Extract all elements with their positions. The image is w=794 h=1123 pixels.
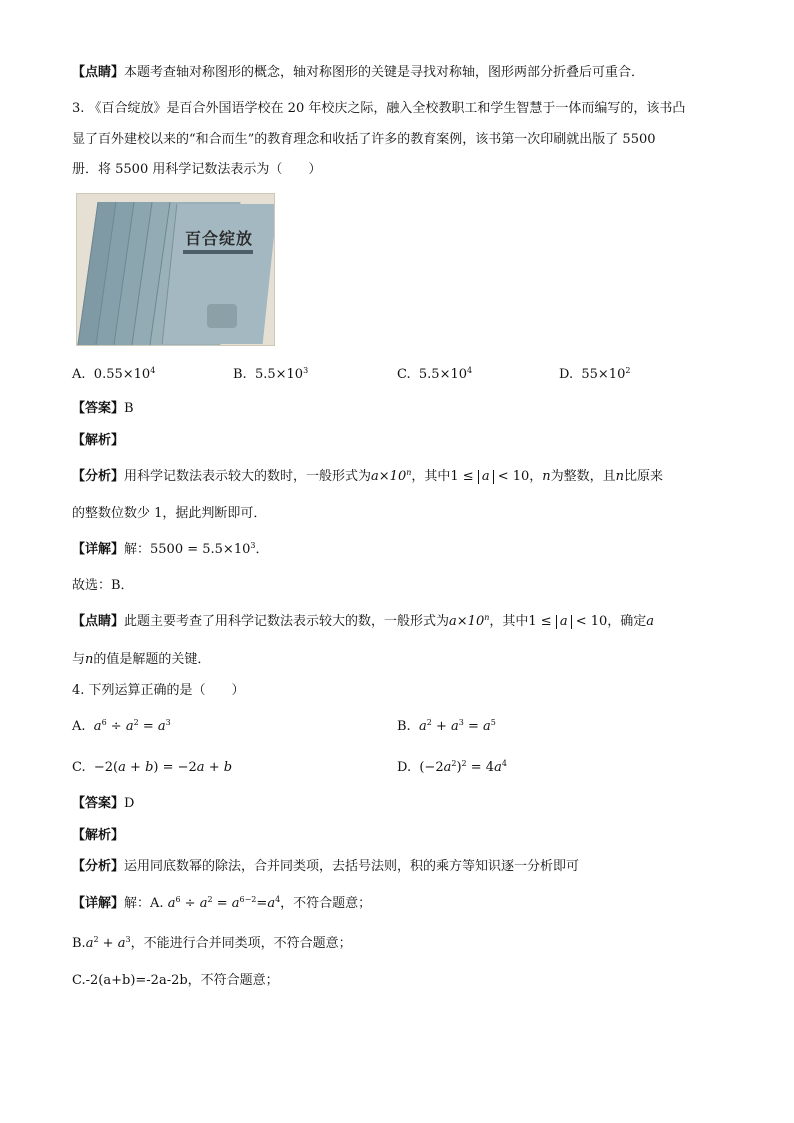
q2-tip	[72, 64, 644, 82]
q4-option-d: D. $(-2a^2)^2 = 4a^4$	[397, 759, 507, 775]
q4-detail-b: $B.a^2 + a^3$，不能进行合并同类项，不符合题意；	[72, 935, 352, 951]
q4-analysis-heading: 【解析】	[72, 828, 125, 843]
q3-choose: 故选：B．	[72, 578, 134, 593]
q3-stem-line2: 显了百外建校以来的“和合而生”的教育理念和收括了许多的教育案例，该书第一次印刷就出版了 5500	[72, 132, 656, 147]
q3-tip: 【点睛】此题主要考查了用科学记数法表示较大的数，一般形式为$a\times 10^n$，其中1 ≤ a < 10，确定a	[72, 613, 655, 629]
q3-fenxi-line2: 的整数位数少 1，据此判断即可．	[72, 506, 267, 521]
q4-answer: 【答案】D	[72, 796, 135, 811]
q3-option-c: C. $5.5\times 10^4$	[397, 366, 473, 382]
q4-option-b: B. $a^2 + a^3 = a^5$	[397, 718, 496, 734]
q4-option-c: C. −2(a + b) = −2a + b	[72, 760, 233, 775]
q4-detail-c: C.-2(a+b)=-2a-2b，不符合题意；	[72, 973, 279, 988]
tip-text: 本题考查轴对称图形的概念，轴对称图形的关键是寻找对称轴，图形两部分折叠后可重合．	[124, 65, 645, 80]
q4-option-a: A. $a^6 \div a^2 = a^3$	[72, 718, 171, 734]
tip-tag: 【点睛】	[72, 65, 125, 80]
q3-fenxi: 【分析】用科学记数法表示较大的数时，一般形式为$a\times 10^n$，其中1 ≤ a < 10，n为整数，且n比原来	[72, 468, 664, 484]
q3-tip-line2: 与n的值是解题的关键．	[72, 652, 211, 667]
book-cover-emblem	[207, 304, 237, 328]
q3-stem-line1: 3. 《百合绽放》是百合外国语学校在 20 年校庆之际，融入全校教职工和学生智慧于一体而编写的，该书凸	[72, 101, 686, 116]
q4-fenxi: 【分析】运用同底数幂的除法，合并同类项，去括号法则，积的乘方等知识逐一分析即可	[72, 859, 580, 874]
q4-stem: 4. 下列运算正确的是（ ）	[72, 683, 245, 698]
q4-detail-a: 【详解】解：A. $a^6 \div a^2 = a^{6-2}=a^4$，不符合题意；	[72, 895, 372, 911]
book-cover-title: 百合绽放	[185, 229, 254, 248]
book-cover-subtitle-bar	[183, 250, 253, 254]
q3-option-a: A. $0.55\times 10^4$	[72, 366, 156, 382]
q3-answer: 【答案】B	[72, 401, 134, 416]
q3-option-b: B. $5.5\times 10^3$	[233, 366, 309, 382]
q3-detail: 【详解】解：$5500 = 5.5\times 10^3$．	[72, 541, 269, 557]
book-photo	[76, 193, 275, 346]
q3-option-d: D. $55\times 10^2$	[559, 366, 631, 382]
q3-analysis-heading: 【解析】	[72, 433, 125, 448]
q3-stem-line3: 册．将 5500 用科学记数法表示为（ ）	[72, 162, 322, 177]
